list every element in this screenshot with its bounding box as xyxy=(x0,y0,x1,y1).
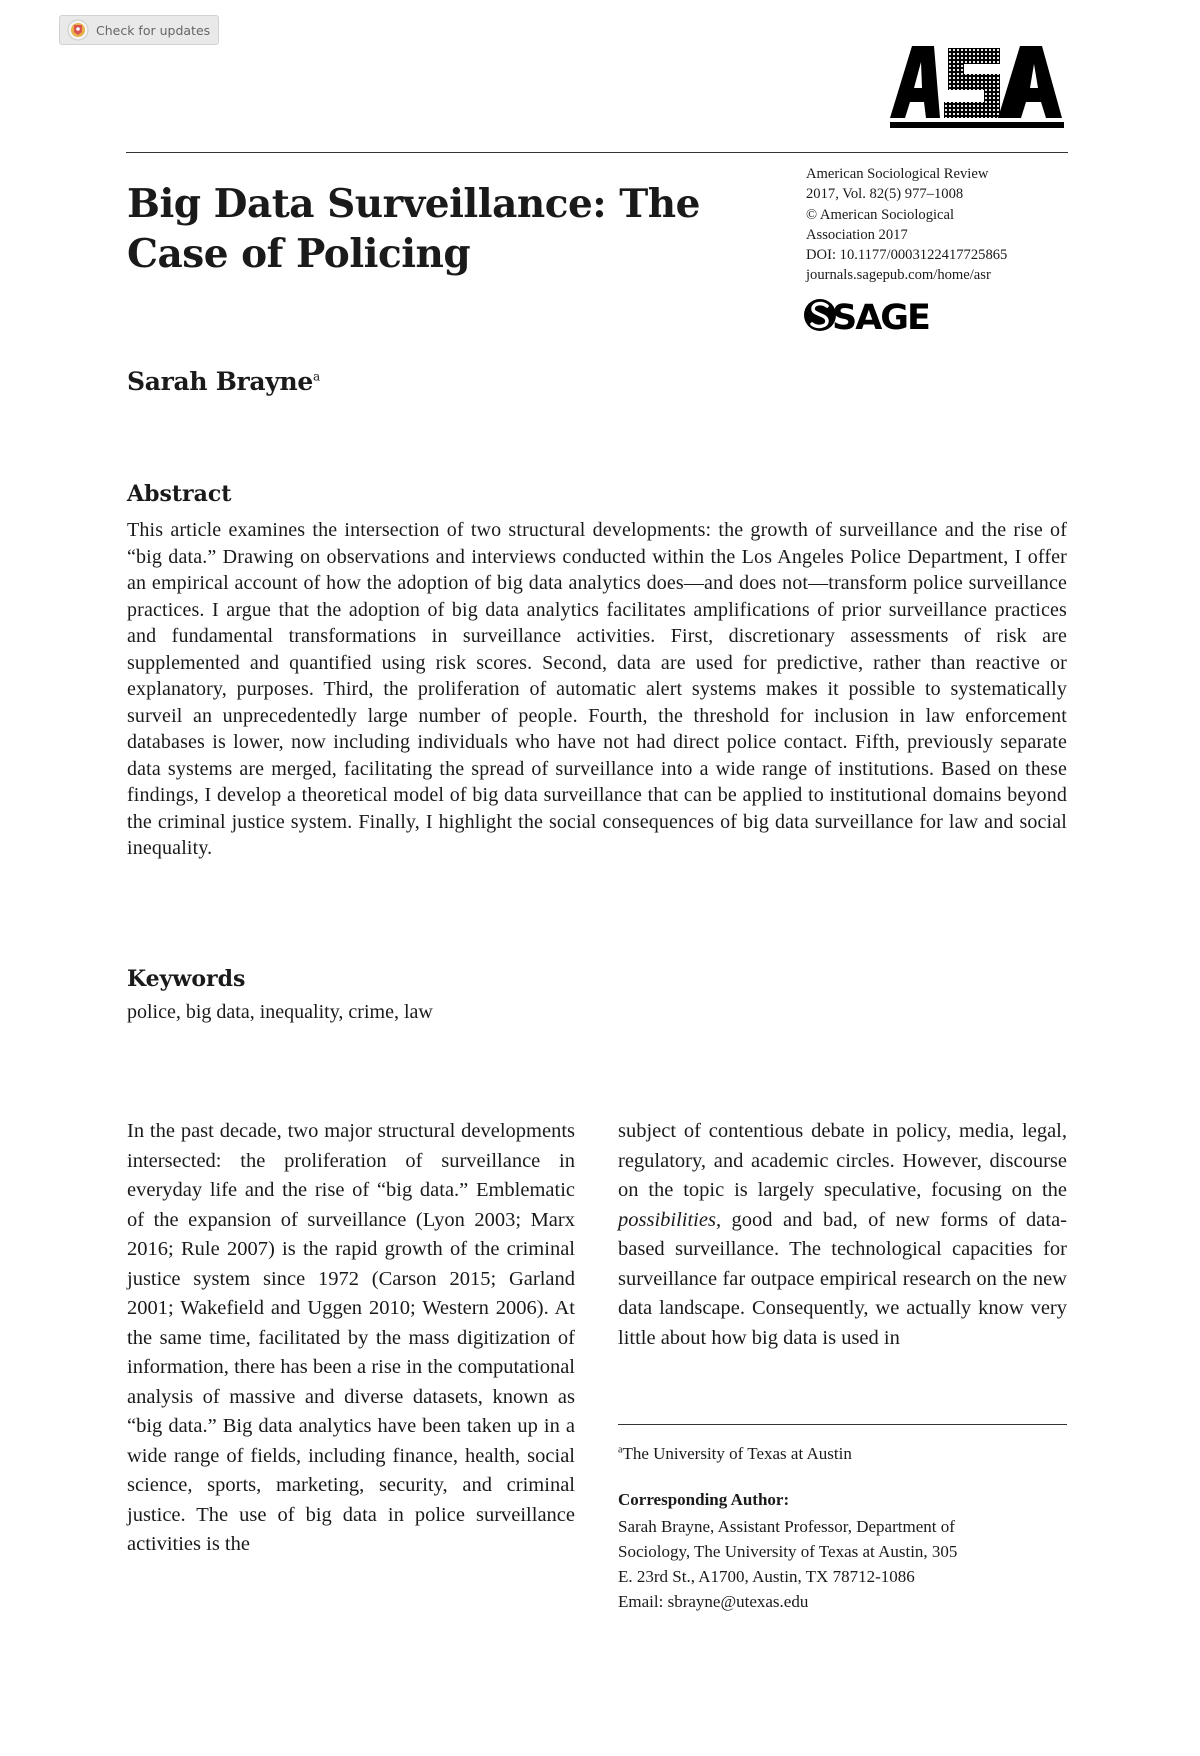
author-affiliation-marker: a xyxy=(313,369,320,384)
body-right-part-1: subject of contentious debate in policy, media, legal, regulatory, and academic circles. However, discourse on the topic is largely speculative, focusing on the xyxy=(618,1120,1067,1201)
header-rule xyxy=(126,152,1068,153)
corr-line-1: Sarah Brayne, Assistant Professor, Department of xyxy=(618,1517,955,1536)
author-name xyxy=(127,367,320,396)
abstract-heading: Abstract xyxy=(127,481,232,507)
asa-logo xyxy=(888,40,1068,132)
abstract-text: This article examines the intersection of two structural developments: the growth of surveillance and the rise of “big data.” Drawing on observations and interviews conducted within the Los Angeles Police Department, I offer an empirical account of how the adoption of big data analytics does—and does not—transform police surveillance practices. I argue that the adoption of big data analytics facilitates amplifications of prior surveillance practices and fundamental transformations in surveillance activities. First, discretionary assessments of risk are supplemented and quantified using risk scores. Second, data are used for predictive, rather than reactive or explanatory, purposes. Third, the proliferation of automatic alert systems makes it possible to systematically surveil an unprecedentedly large number of people. Fourth, the threshold for inclusion in law enforcement databases is lower, now including individuals who have not had direct police contact. Fifth, previously separate data systems are merged, facilitating the spread of surveillance into a wide range of institutions. Based on these findings, I develop a theoretical model of big data surveillance that can be applied to institutional domains beyond the criminal justice system. Finally, I highlight the social consequences of big data surveillance for law and social inequality. xyxy=(127,519,1067,859)
affiliation-note xyxy=(618,1444,852,1464)
keywords-heading: Keywords xyxy=(127,966,246,992)
corr-line-2: Sociology, The University of Texas at Austin, 305 xyxy=(618,1542,958,1561)
body-column-right xyxy=(618,1117,1067,1353)
corr-email-link[interactable]: Email: sbrayne@utexas.edu xyxy=(618,1592,809,1611)
journal-name: American Sociological Review xyxy=(806,166,989,182)
body-right-part-2: , good and bad, of new forms of data-based surveillance. The technological capacities for surveillance far outpace empirical research on the new data landscape. Consequently, we actually know very little about how big data is used in xyxy=(618,1208,1067,1349)
corresponding-author-details xyxy=(618,1514,1073,1614)
check-for-updates-button[interactable] xyxy=(59,15,219,45)
copyright-line: © American Sociological xyxy=(806,206,955,223)
body-right-italic: possibilities xyxy=(618,1208,716,1231)
corresponding-author-heading: Corresponding Author: xyxy=(618,1490,790,1509)
corr-line-3: E. 23rd St., A1700, Austin, TX 78712-1086 xyxy=(618,1567,915,1586)
journal-url-link[interactable]: journals.sagepub.com/home/asr xyxy=(806,267,991,284)
author-name-text: Sarah Brayne xyxy=(127,367,314,396)
sage-logo xyxy=(803,294,943,336)
body-column-left: In the past decade, two major structural developments intersected: the proliferation of surveillance in everyday life and the rise of “big data.” Emblematic of the expansion of surveillance (Lyon 2003; Marx 2016; Rule 2007) is the rapid growth of the criminal justice system since 1972 (Carson 2015; Garland 2001; Wakefield and Uggen 2010; Western 2006). At the same time, facilitated by the mass digitization of information, there has been a rise in the computational analysis of massive and diverse datasets, known as “big data.” Big data analytics have been taken up in a wide range of fields, including finance, health, social science, sports, marketing, security, and criminal justice. The use of big data in police surveillance activities is the xyxy=(127,1120,575,1555)
affiliation-text: The University of Texas at Austin xyxy=(622,1444,852,1463)
check-for-updates-label: Check for updates xyxy=(96,22,211,38)
copyright-year: Association 2017 xyxy=(806,226,908,243)
sage-wordmark: SAGE xyxy=(832,298,929,336)
keywords-text: police, big data, inequality, crime, law xyxy=(127,1001,433,1023)
footnote-rule xyxy=(618,1424,1067,1425)
journal-volume: 2017, Vol. 82(5) 977–1008 xyxy=(806,186,964,203)
update-badge-icon xyxy=(67,19,89,41)
article-title: Big Data Surveillance: The Case of Policing xyxy=(127,181,700,277)
affiliation-marker: a xyxy=(618,1444,623,1456)
doi-link[interactable]: DOI: 10.1177/0003122417725865 xyxy=(806,247,1008,264)
journal-info xyxy=(806,164,1076,286)
